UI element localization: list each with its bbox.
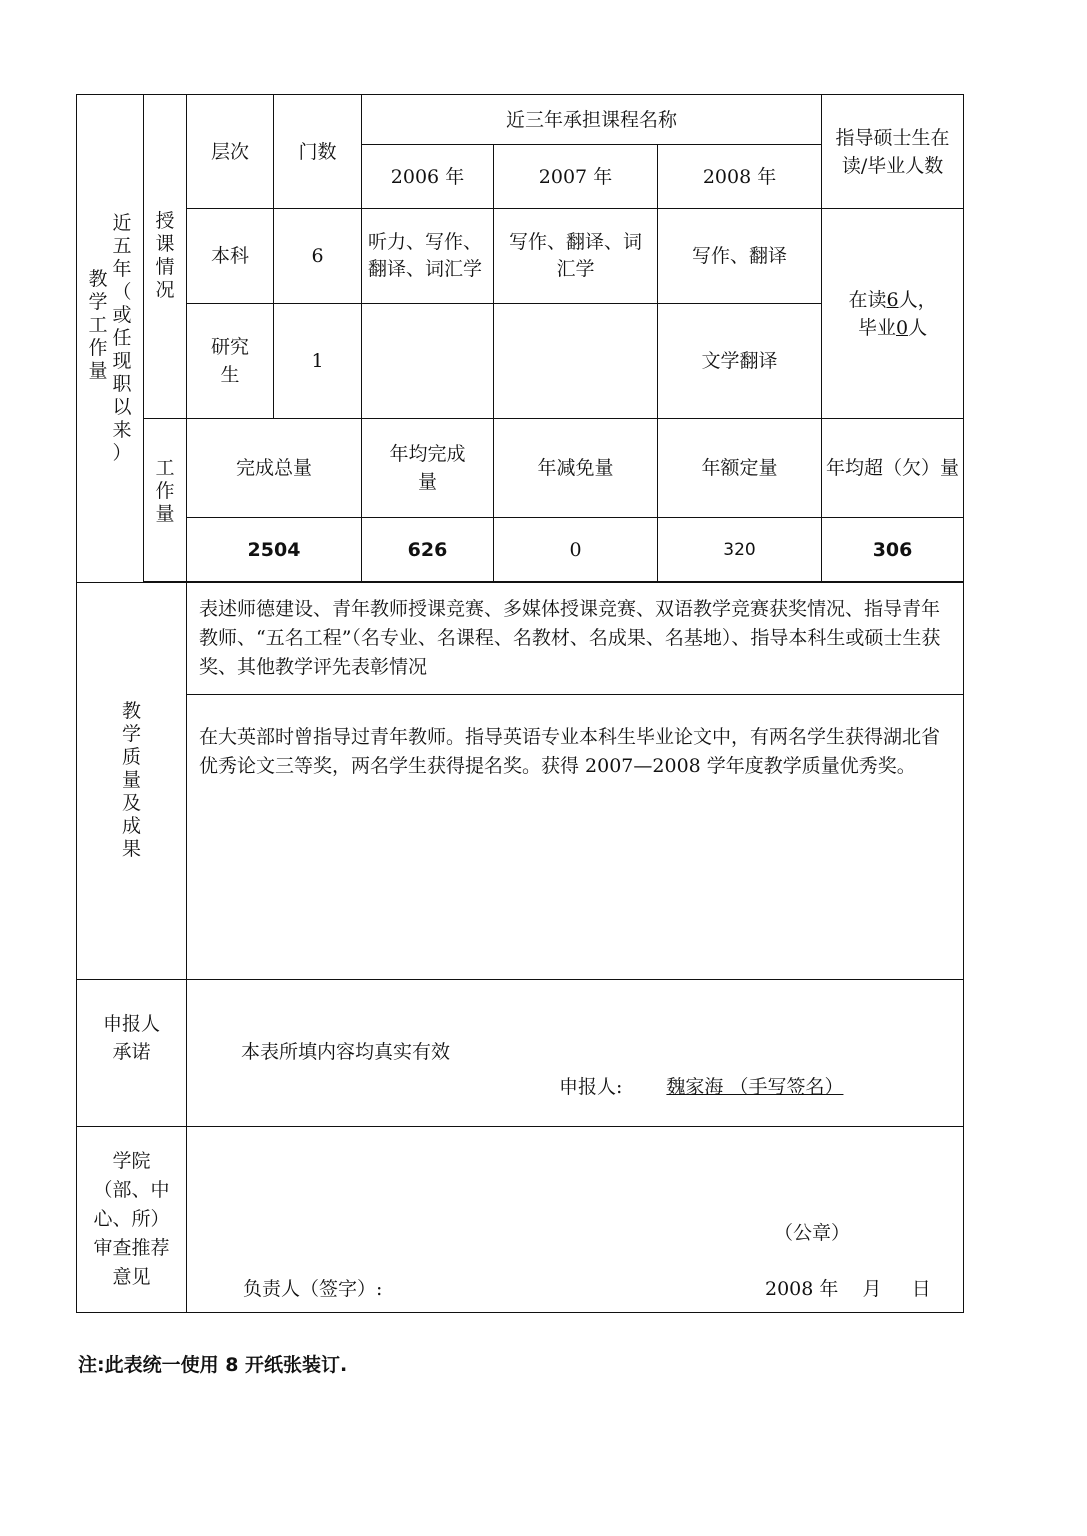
workload-label-char: 教 — [88, 268, 108, 290]
review-label: 学院（部、中心、所）审查推荐意见 — [93, 1150, 170, 1288]
row-undergrad-count: 6 — [274, 209, 362, 304]
workload-label-char: 作 — [88, 337, 108, 359]
col-count-header: 门数 — [274, 95, 362, 209]
quality-label-char: 教 — [121, 699, 141, 722]
official-seal: （公章） — [774, 1222, 851, 1244]
workload-section-label — [77, 95, 144, 583]
grad-reading — [822, 286, 963, 314]
quality-content-text: 在大英部时曾指导过青年教师。指导英语专业本科生毕业论文中，有两名学生获得湖北省优秀论文三等奖，两名学生获得提名奖。获得 2007—2008 学年度教学质量优秀奖。 — [199, 726, 941, 777]
footer-note: 注:此表统一使用 8 开纸张装订. — [78, 1354, 348, 1376]
commitment-label: 申报人承诺 — [102, 1013, 160, 1063]
courses-header: 近三年承担课程名称 — [362, 95, 822, 145]
amount-excess-header — [822, 419, 964, 518]
row-grad-2006 — [362, 304, 494, 419]
grad-reading-num: 6 — [886, 288, 899, 311]
amount-quota-header: 年额定量 — [658, 419, 822, 518]
year-2007-header: 2007 年 — [494, 145, 658, 209]
period-label-char: 五 — [112, 235, 132, 257]
row-grad-2007 — [494, 304, 658, 419]
quality-label — [121, 700, 143, 861]
applicant-signature — [559, 1073, 843, 1101]
amount-total-header: 完成总量 — [187, 419, 362, 518]
grad-reading-prefix: 在读 — [848, 288, 887, 311]
quality-label-char: 成 — [121, 814, 141, 837]
applicant-label: 申报人: — [559, 1076, 623, 1098]
teaching-label-cell — [144, 95, 187, 419]
grad-graduated — [822, 314, 963, 342]
amount-label — [154, 457, 176, 526]
row-undergrad-level: 本科 — [187, 209, 274, 304]
row-grad-level — [187, 304, 274, 419]
leader-signature-label: 负责人（签字）: — [243, 1278, 383, 1300]
row-grad-count: 1 — [274, 304, 362, 419]
grad-counts — [822, 209, 964, 419]
amount-total-value: 2504 — [187, 518, 362, 582]
quality-label-char: 量 — [121, 768, 141, 791]
teaching-label-char: 授 — [155, 209, 175, 232]
period-label-char: ） — [112, 442, 132, 464]
quality-label-char: 果 — [121, 837, 141, 860]
amount-excess-value: 306 — [822, 518, 964, 582]
amount-label-char: 作 — [155, 480, 175, 502]
workload-label-char: 工 — [88, 314, 108, 336]
teaching-label-char: 况 — [155, 278, 175, 301]
row-undergrad-2007: 写作、翻译、词汇学 — [494, 209, 658, 304]
row-grad-2008: 文学翻译 — [658, 304, 822, 419]
application-form — [76, 94, 963, 1313]
quality-label-char: 质 — [121, 745, 141, 768]
amount-reduction-value: 0 — [494, 518, 658, 582]
workload-label-char: 学 — [88, 291, 108, 313]
grad-graduated-prefix: 毕业 — [857, 316, 896, 339]
period-label-char: 近 — [112, 212, 132, 234]
teaching-label — [154, 210, 176, 302]
quality-label-char: 及 — [121, 791, 141, 814]
quality-content — [187, 695, 964, 980]
amount-label-cell — [144, 419, 187, 582]
period-label-char: 任 — [112, 327, 132, 349]
row-undergrad-2006: 听力、写作、翻译、词汇学 — [362, 209, 494, 304]
teaching-label-char: 情 — [155, 255, 175, 278]
period-label-char: 年 — [112, 258, 132, 280]
amount-label-char: 量 — [155, 503, 175, 525]
period-label-char: 或 — [112, 304, 132, 326]
amount-excess-header-text: 年均超（欠）量 — [826, 457, 960, 479]
quality-instructions: 表述师德建设、青年教师授课竞赛、多媒体授课竞赛、双语教学竞赛获奖情况、指导青年教师、“五名工程”（名专业、名课程、名教材、名成果、名基地）、指导本科生或硕士生获奖、其他教学评先表彰情况 — [187, 583, 964, 695]
grad-graduated-num: 0 — [895, 316, 909, 339]
grad-header — [822, 95, 964, 209]
workload-label — [87, 268, 109, 383]
period-label-char: 现 — [112, 350, 132, 372]
period-label — [111, 212, 133, 465]
review-date: 2008 年 月 日 — [765, 1278, 931, 1300]
amount-avg-header — [362, 419, 494, 518]
grad-graduated-suffix: 人 — [908, 316, 928, 339]
row-undergrad-2008: 写作、翻译 — [658, 209, 822, 304]
commitment-body — [187, 980, 964, 1127]
col-level-header: 层次 — [187, 95, 274, 209]
teaching-label-char: 课 — [155, 232, 175, 255]
row-grad-level-text: 研究生 — [210, 336, 249, 386]
applicant-name: 魏家海 （手写签名） — [666, 1076, 844, 1098]
amount-label-char: 工 — [155, 457, 175, 479]
commitment-statement: 本表所填内容均真实有效 — [241, 1041, 451, 1063]
grad-reading-suffix: 人， — [898, 288, 937, 311]
amount-quota-value: 320 — [658, 518, 822, 582]
review-label-cell — [77, 1127, 187, 1313]
year-2008-header: 2008 年 — [658, 145, 822, 209]
quality-label-char: 学 — [121, 722, 141, 745]
period-label-char: 来 — [112, 419, 132, 441]
year-2006-header: 2006 年 — [362, 145, 494, 209]
period-label-char: 职 — [112, 373, 132, 395]
quality-label-cell — [77, 583, 187, 980]
form-table — [76, 94, 964, 1313]
period-label-char: （ — [112, 281, 132, 303]
grad-header-text: 指导硕士生在读/毕业人数 — [835, 126, 950, 177]
review-body — [187, 1127, 964, 1313]
commitment-label-cell — [77, 980, 187, 1127]
workload-label-char: 量 — [88, 360, 108, 382]
amount-avg-value: 626 — [362, 518, 494, 582]
amount-avg-header-text: 年均完成量 — [389, 443, 466, 493]
period-label-char: 以 — [112, 396, 132, 418]
amount-reduction-header: 年减免量 — [494, 419, 658, 518]
